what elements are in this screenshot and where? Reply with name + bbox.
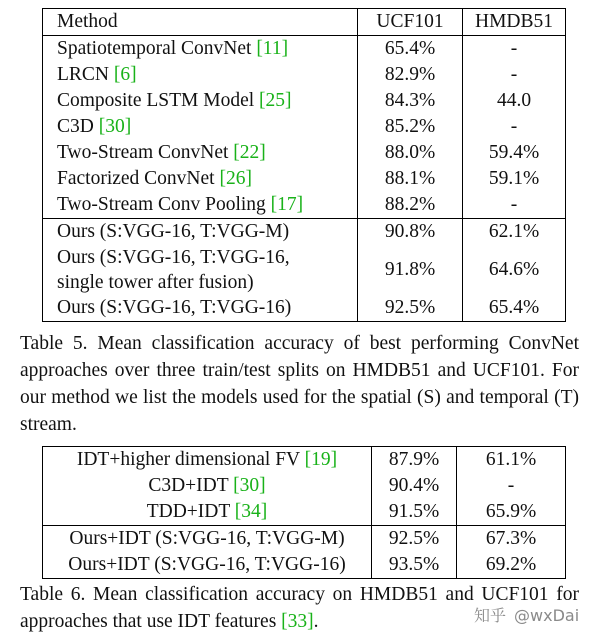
table-5-caption: Table 5. Mean classification accuracy of best performing ConvNet approaches over three train/test splits on HMDB51 and UCF101. For our method we list the models used for the spatial (S) and temporal (T) stream. xyxy=(20,333,579,435)
ucf101-value: 90.4% xyxy=(372,473,457,499)
method-name: TDD+IDT xyxy=(146,501,235,522)
citation-link[interactable]: [30] xyxy=(233,475,266,496)
ucf101-value: 91.8% xyxy=(358,245,463,295)
ucf101-value: 88.2% xyxy=(358,192,463,219)
header-hmdb51: HMDB51 xyxy=(463,9,566,36)
hmdb51-value: - xyxy=(463,36,566,63)
watermark-brand: 知乎 xyxy=(474,606,507,625)
hmdb51-value: 61.1% xyxy=(457,447,566,474)
ucf101-value: 65.4% xyxy=(358,36,463,63)
header-ucf101: UCF101 xyxy=(358,9,463,36)
method-name: Ours+IDT (S:VGG-16, T:VGG-M) xyxy=(43,526,372,553)
hmdb51-value: 62.1% xyxy=(463,219,566,246)
citation-link[interactable]: [33] xyxy=(281,611,314,632)
citation-link[interactable]: [26] xyxy=(219,168,252,189)
hmdb51-value: 65.4% xyxy=(463,295,566,322)
ours-row xyxy=(43,219,566,246)
ucf101-value: 82.9% xyxy=(358,62,463,88)
ucf101-value: 87.9% xyxy=(372,447,457,474)
ucf101-value: 84.3% xyxy=(358,88,463,114)
hmdb51-value: - xyxy=(457,473,566,499)
table-row xyxy=(43,499,566,526)
citation-link[interactable]: [34] xyxy=(234,501,268,522)
method-name: Factorized ConvNet xyxy=(57,168,220,189)
table-6 xyxy=(42,446,566,579)
method-cell xyxy=(43,245,358,295)
watermark-user: @wxDai xyxy=(514,606,580,625)
citation-link[interactable]: [22] xyxy=(233,142,266,163)
ucf101-value: 88.1% xyxy=(358,166,463,192)
table-row xyxy=(43,473,566,499)
watermark xyxy=(474,603,579,626)
hmdb51-value: - xyxy=(463,62,566,88)
table-5 xyxy=(42,8,566,322)
method-cell xyxy=(43,88,358,114)
method-name: C3D+IDT xyxy=(148,475,234,496)
table-row xyxy=(43,62,566,88)
method-cell xyxy=(43,192,358,219)
method-cell xyxy=(43,36,358,63)
citation-link[interactable]: [25] xyxy=(259,90,292,111)
method-name: Two-Stream Conv Pooling xyxy=(57,194,271,215)
method-name: Ours+IDT (S:VGG-16, T:VGG-16) xyxy=(43,552,372,579)
ours-row xyxy=(43,526,566,553)
ours-row xyxy=(43,295,566,322)
citation-link[interactable]: [19] xyxy=(304,449,338,470)
ours-row xyxy=(43,552,566,579)
table-row xyxy=(43,192,566,219)
method-name: Ours (S:VGG-16, T:VGG-16) xyxy=(43,295,358,322)
caption-text: Table 6. Mean classification accuracy on HMDB51 and UCF101 for approaches that use IDT features xyxy=(20,584,579,632)
hmdb51-value: 59.4% xyxy=(463,140,566,166)
method-name: Two-Stream ConvNet xyxy=(57,142,234,163)
hmdb51-value: - xyxy=(463,192,566,219)
hmdb51-value: 69.2% xyxy=(457,552,566,579)
method-name: Spatiotemporal ConvNet xyxy=(57,38,257,59)
method-name: Ours (S:VGG-16, T:VGG-M) xyxy=(43,219,358,246)
method-cell xyxy=(43,499,372,526)
table-row xyxy=(43,114,566,140)
method-name: LRCN xyxy=(57,64,114,85)
ucf101-value: 85.2% xyxy=(358,114,463,140)
hmdb51-value: 59.1% xyxy=(463,166,566,192)
table-row xyxy=(43,447,566,474)
citation-link[interactable]: [17] xyxy=(270,194,304,215)
ucf101-value: 90.8% xyxy=(358,219,463,246)
method-cell xyxy=(43,114,358,140)
caption-end: . xyxy=(313,611,319,632)
citation-link[interactable]: [6] xyxy=(113,64,137,85)
method-cell xyxy=(43,140,358,166)
table-row xyxy=(43,36,566,63)
ucf101-value: 91.5% xyxy=(372,499,457,526)
ucf101-value: 92.5% xyxy=(372,526,457,553)
hmdb51-value: 67.3% xyxy=(457,526,566,553)
hmdb51-value: 65.9% xyxy=(457,499,566,526)
header-method: Method xyxy=(43,9,358,36)
ucf101-value: 93.5% xyxy=(372,552,457,579)
table-row xyxy=(43,88,566,114)
method-name-line2: single tower after fusion) xyxy=(57,272,254,293)
method-cell xyxy=(43,473,372,499)
citation-link[interactable]: [30] xyxy=(98,116,132,137)
table-header-row xyxy=(43,9,566,36)
ours-row xyxy=(43,245,566,295)
method-cell xyxy=(43,166,358,192)
ucf101-value: 88.0% xyxy=(358,140,463,166)
method-name: Composite LSTM Model xyxy=(57,90,260,111)
hmdb51-value: - xyxy=(463,114,566,140)
hmdb51-value: 44.0 xyxy=(463,88,566,114)
method-cell xyxy=(43,62,358,88)
table-row xyxy=(43,140,566,166)
method-name-line1: Ours (S:VGG-16, T:VGG-16, xyxy=(57,247,290,268)
hmdb51-value: 64.6% xyxy=(463,245,566,295)
table-row xyxy=(43,166,566,192)
method-name: C3D xyxy=(57,116,99,137)
method-cell xyxy=(43,447,372,474)
method-name: IDT+higher dimensional FV xyxy=(76,449,305,470)
ucf101-value: 92.5% xyxy=(358,295,463,322)
citation-link[interactable]: [11] xyxy=(256,38,289,59)
